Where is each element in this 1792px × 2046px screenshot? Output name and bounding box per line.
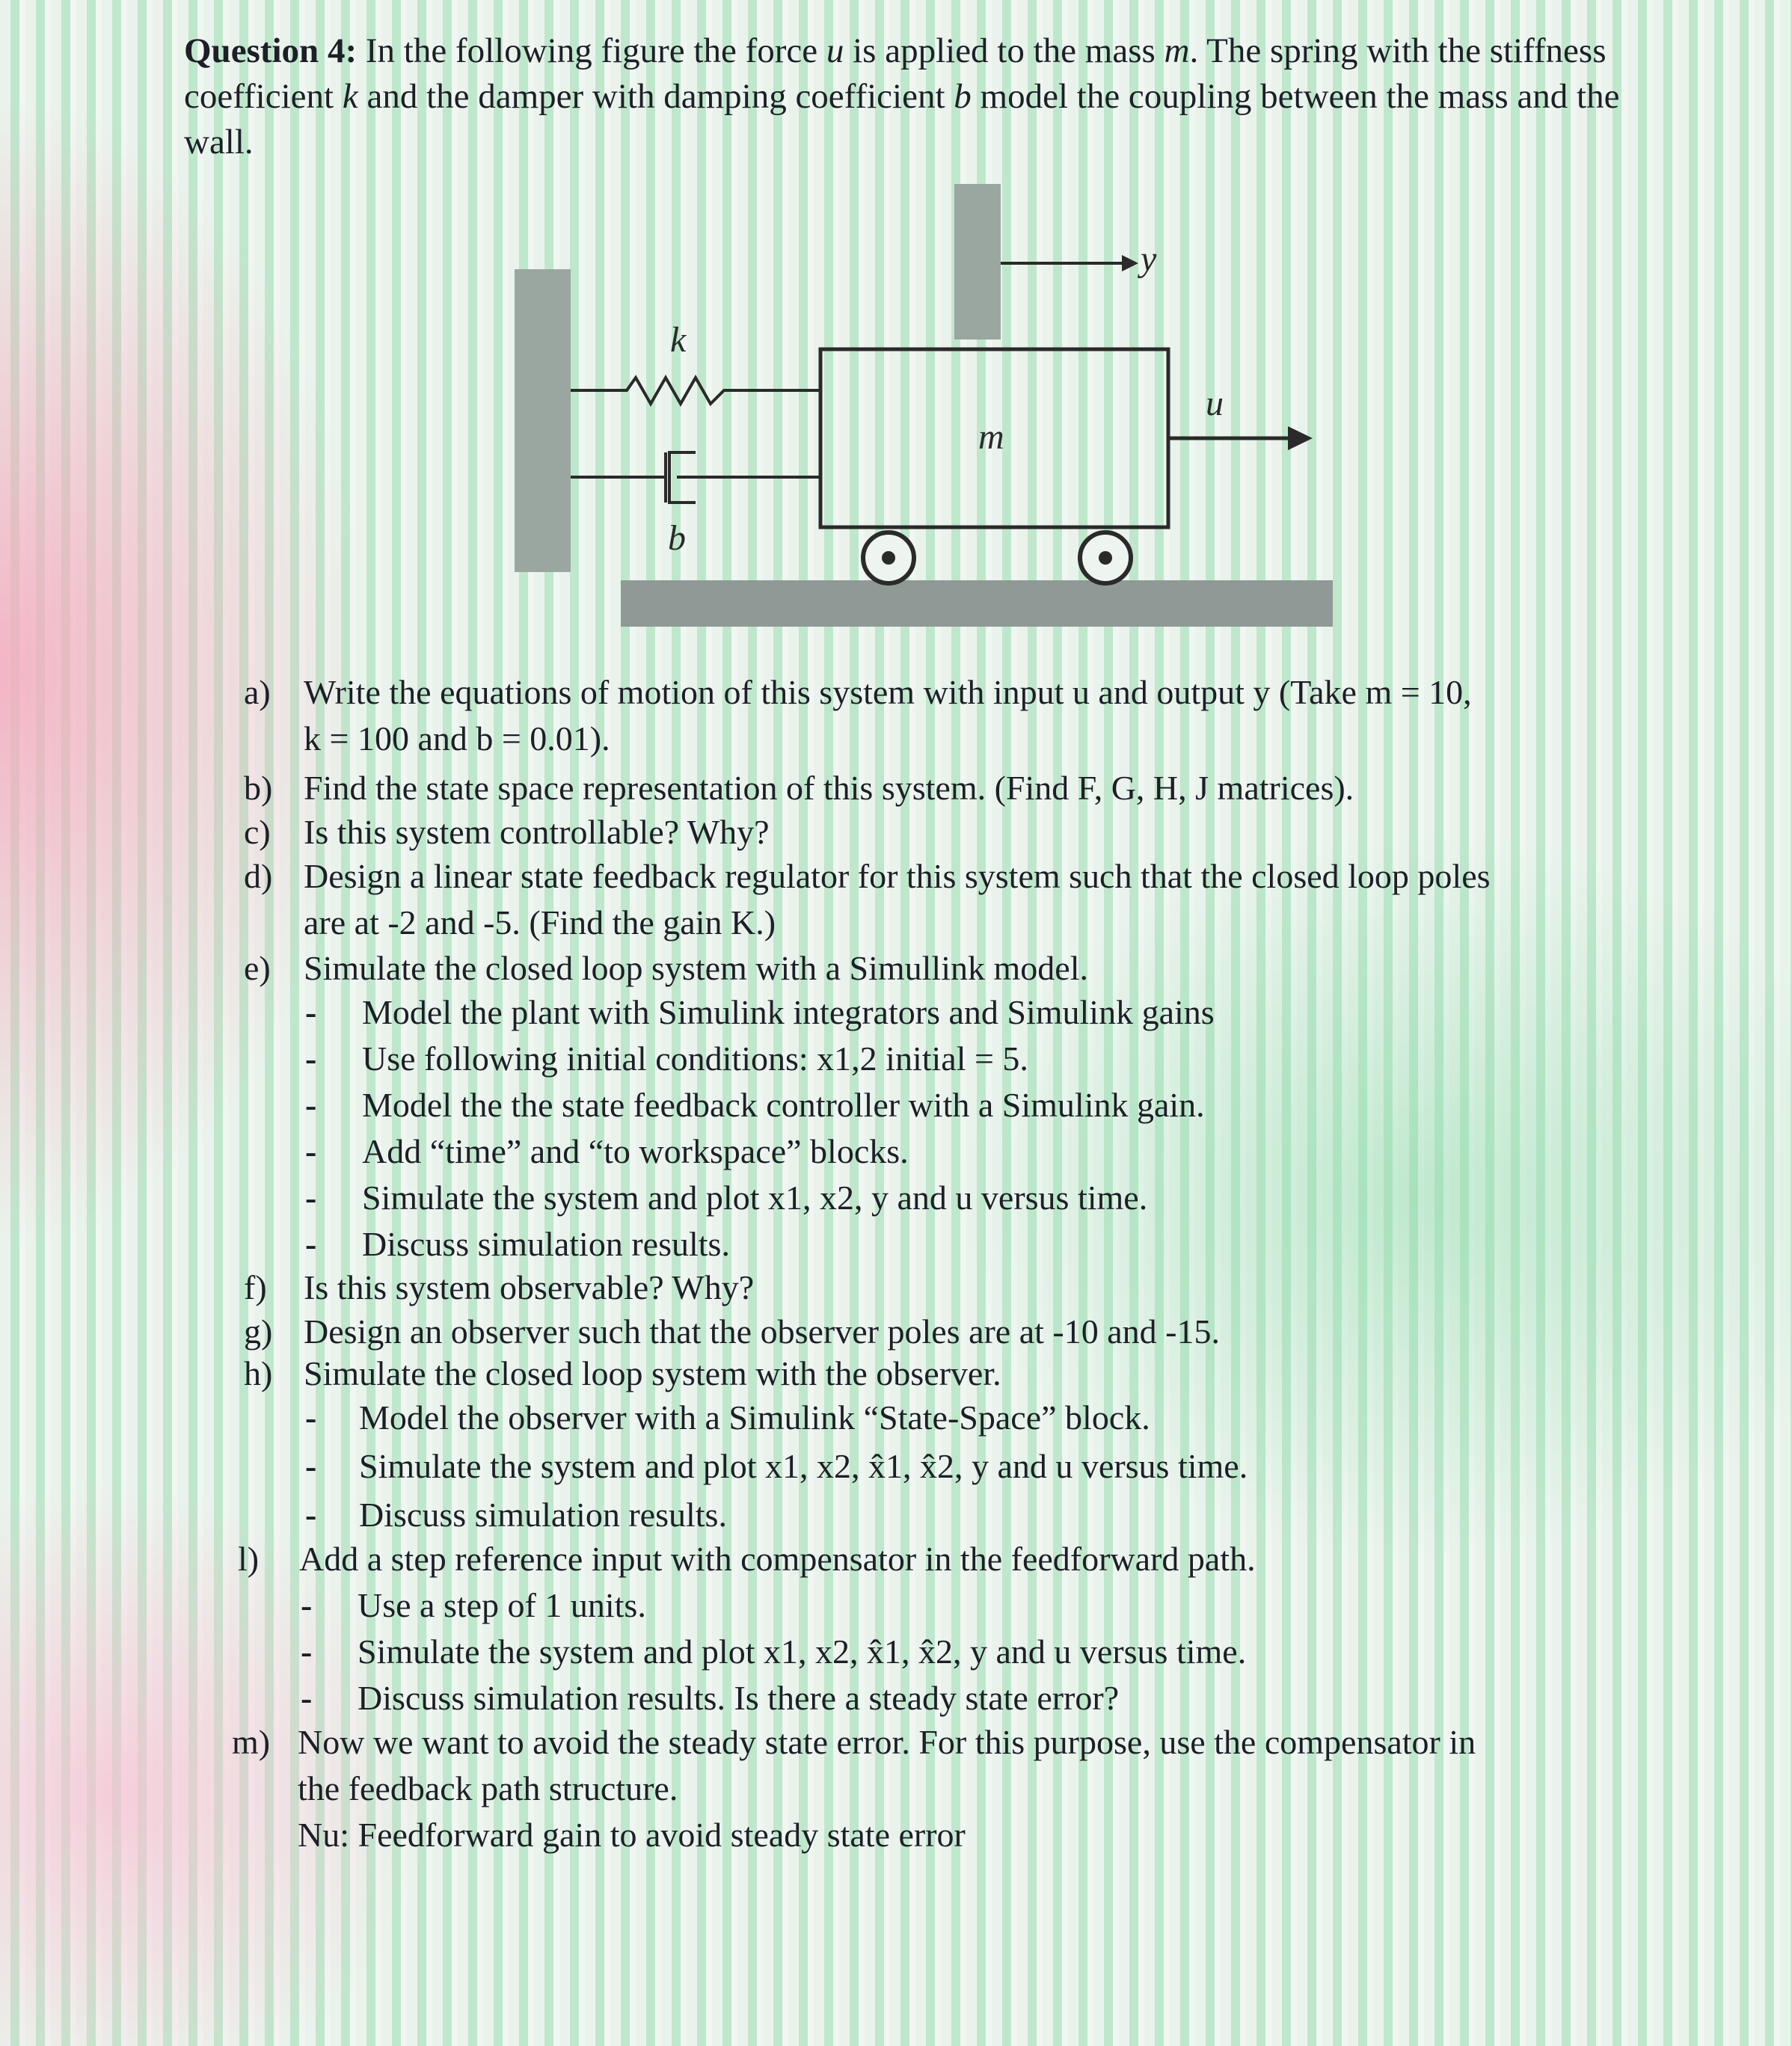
label-u: u — [1206, 384, 1224, 423]
bullet-text: Simulate the system and plot x1, x2, x̂1, x̂2, y and u versus time. — [359, 1447, 1248, 1485]
position-post — [954, 184, 1001, 340]
label-m: m — [978, 417, 1004, 457]
item-e-line1: Simulate the closed loop system with a Simullink model. — [304, 949, 1088, 987]
bullet-text: Simulate the system and plot x1, x2, x̂1, x̂2, y and u versus time. — [358, 1632, 1247, 1671]
bullet-dash: - — [305, 1225, 317, 1263]
u-arrow-head — [1288, 426, 1313, 450]
bullet-dash: - — [301, 1679, 313, 1717]
question-title: Question 4: — [184, 31, 358, 70]
item-d-line2: are at -2 and -5. (Find the gain K.) — [304, 903, 776, 941]
bullet-dash: - — [305, 1398, 317, 1437]
item-e-label: e) — [244, 949, 271, 987]
intro-var-u: u — [826, 31, 844, 70]
y-arrow-head — [1122, 255, 1138, 271]
bullet-dash: - — [301, 1586, 313, 1624]
spring — [571, 378, 819, 404]
label-b: b — [668, 518, 686, 558]
bullet-dash: - — [305, 993, 317, 1031]
intro-text-5: model the coupling between the mass and the wall. — [184, 77, 1620, 162]
intro-text-4: and the damper with damping coefficient — [366, 77, 945, 117]
bullet-dash: - — [305, 1039, 317, 1078]
wheel-left — [863, 532, 914, 583]
item-g-label: g) — [244, 1312, 273, 1351]
item-a-label: a) — [244, 673, 271, 711]
item-c-line1: Is this system controllable? Why? — [304, 813, 770, 851]
item-f-label: f) — [244, 1268, 267, 1306]
intro-var-b: b — [954, 77, 972, 117]
item-h-line1: Simulate the closed loop system with the observer. — [304, 1354, 1001, 1392]
bullet-text: Discuss simulation results. Is there a steady state error? — [358, 1679, 1120, 1717]
item-m-line3: Nu: Feedforward gain to avoid steady state error — [298, 1816, 966, 1854]
item-b-line1: Find the state space representation of this system. (Find F, G, H, J matrices). — [304, 769, 1354, 807]
mass-spring-damper-figure — [0, 0, 1792, 673]
bullet-dash: - — [305, 1447, 317, 1485]
intro-text-1: In the following figure the force — [365, 31, 818, 70]
damper — [571, 452, 819, 503]
item-a-line2: k = 100 and b = 0.01). — [304, 719, 610, 758]
item-d-label: d) — [244, 857, 273, 895]
item-m-line1: Now we want to avoid the steady state error. For this purpose, use the compensator in — [298, 1723, 1476, 1761]
wall — [515, 269, 571, 572]
bullet-text: Model the observer with a Simulink “State-Space” block. — [359, 1398, 1150, 1437]
item-g-line1: Design an observer such that the observer poles are at -10 and -15. — [304, 1312, 1220, 1351]
intro-var-k: k — [342, 77, 358, 117]
bullet-text: Add “time” and “to workspace” blocks. — [362, 1132, 909, 1170]
item-d-line1: Design a linear state feedback regulator for this system such that the closed loop poles — [304, 857, 1491, 895]
bullet-text: Discuss simulation results. — [359, 1496, 727, 1534]
bullet-text: Simulate the system and plot x1, x2, y and u versus time. — [362, 1179, 1148, 1217]
bullet-text: Use a step of 1 units. — [358, 1586, 646, 1624]
item-a-line1: Write the equations of motion of this system with input u and output y (Take m = 10, — [304, 673, 1472, 711]
label-k: k — [670, 320, 687, 360]
item-l-line1: Add a step reference input with compensator in the feedforward path. — [299, 1540, 1256, 1578]
bullet-text: Model the plant with Simulink integrators and Simulink gains — [362, 993, 1215, 1031]
intro-var-m: m — [1164, 31, 1190, 70]
bullet-dash: - — [305, 1132, 317, 1170]
item-f-line1: Is this system observable? Why? — [304, 1268, 755, 1306]
intro-text-2: is applied to the mass — [853, 31, 1156, 70]
bullet-dash: - — [305, 1179, 317, 1217]
bullet-text: Model the the state feedback controller with a Simulink gain. — [362, 1086, 1205, 1124]
bullet-dash: - — [305, 1496, 317, 1534]
item-c-label: c) — [244, 813, 271, 851]
ground — [621, 580, 1333, 627]
item-b-label: b) — [244, 769, 273, 807]
wheel-right — [1080, 532, 1131, 583]
item-m-line2: the feedback path structure. — [298, 1769, 678, 1807]
bullet-text: Use following initial conditions: x1,2 initial = 5. — [362, 1039, 1028, 1078]
item-l-label: l) — [238, 1540, 260, 1578]
intro-text-3: . The spring with the stiffness coefficient — [184, 31, 1607, 117]
item-h-label: h) — [244, 1354, 273, 1392]
label-y: y — [1141, 239, 1157, 279]
bullet-text: Discuss simulation results. — [362, 1225, 730, 1263]
item-m-label: m) — [232, 1723, 271, 1761]
bullet-dash: - — [301, 1632, 313, 1671]
bullet-dash: - — [305, 1086, 317, 1124]
